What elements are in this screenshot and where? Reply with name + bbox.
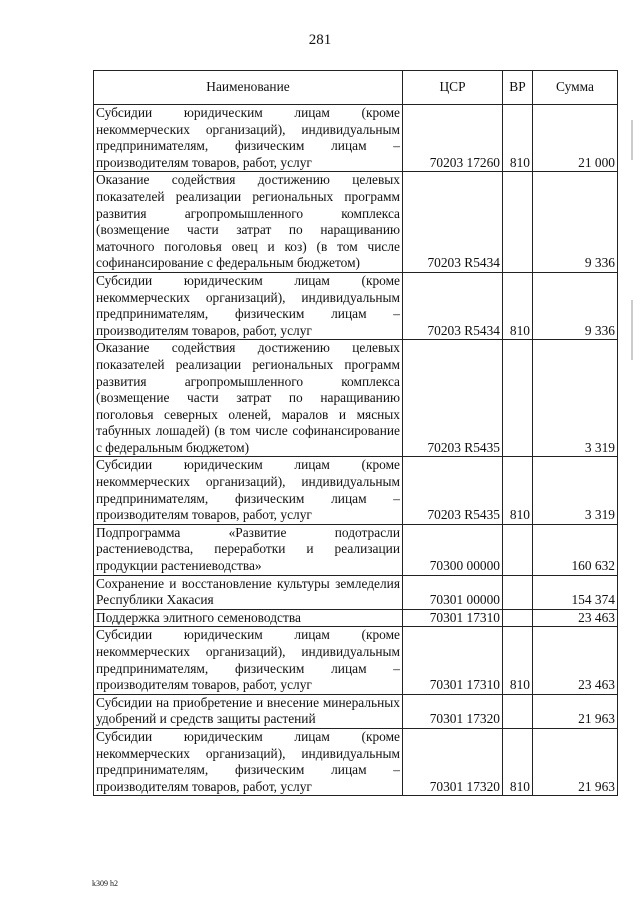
table-row <box>94 172 618 273</box>
row-sum: 9 336 <box>533 272 618 339</box>
row-vr <box>503 694 533 728</box>
table-row <box>94 105 618 172</box>
row-csr: 70203 R5435 <box>403 340 503 457</box>
row-csr: 70301 17310 <box>403 609 503 627</box>
budget-table <box>93 70 618 796</box>
table-row <box>94 575 618 609</box>
row-csr: 70203 R5435 <box>403 457 503 524</box>
row-vr <box>503 575 533 609</box>
row-name: Субсидии на приобретение и внесение минеральных удобрений и средств защиты растений <box>94 694 403 728</box>
row-vr <box>503 609 533 627</box>
row-name: Субсидии юридическим лицам (кроме некоммерческих организаций), индивидуальным предпринимателям, физическим лицам – производителям товаров, работ, услуг <box>94 105 403 172</box>
row-csr: 70203 17260 <box>403 105 503 172</box>
row-sum: 23 463 <box>533 627 618 694</box>
table-row <box>94 524 618 575</box>
row-sum: 23 463 <box>533 609 618 627</box>
table-row <box>94 272 618 339</box>
row-csr: 70301 17310 <box>403 627 503 694</box>
row-vr: 810 <box>503 272 533 339</box>
row-sum: 160 632 <box>533 524 618 575</box>
header-csr: ЦСР <box>403 71 503 105</box>
row-name: Субсидии юридическим лицам (кроме некоммерческих организаций), индивидуальным предпринимателям, физическим лицам – производителям товаров, работ, услуг <box>94 728 403 795</box>
row-name: Субсидии юридическим лицам (кроме некоммерческих организаций), индивидуальным предпринимателям, физическим лицам – производителям товаров, работ, услуг <box>94 457 403 524</box>
row-name: Оказание содействия достижению целевых показателей реализации региональных программ развития агропромышленного комплекса (возмещение части затрат по наращиванию маточного поголовья овец и коз) (в том числе софинансирование с федеральным бюджетом) <box>94 172 403 273</box>
header-name: Наименование <box>94 71 403 105</box>
row-sum: 3 319 <box>533 340 618 457</box>
header-vr: ВР <box>503 71 533 105</box>
row-name: Оказание содействия достижению целевых показателей реализации региональных программ развития агропромышленного комплекса (возмещение части затрат по наращиванию поголовья северных оленей, маралов и мясных табунных лошадей) (в том числе софинансирование с федеральным бюджетом) <box>94 340 403 457</box>
row-vr <box>503 172 533 273</box>
row-sum: 21 963 <box>533 694 618 728</box>
scan-margin-mark <box>631 300 633 360</box>
row-vr: 810 <box>503 627 533 694</box>
row-name: Поддержка элитного семеноводства <box>94 609 403 627</box>
table-row <box>94 627 618 694</box>
document-code: k309 h2 <box>92 879 118 888</box>
table-row <box>94 694 618 728</box>
row-vr: 810 <box>503 728 533 795</box>
row-csr: 70301 17320 <box>403 728 503 795</box>
row-csr: 70203 R5434 <box>403 272 503 339</box>
row-vr: 810 <box>503 105 533 172</box>
scan-margin-mark <box>631 120 633 160</box>
table-header-row <box>94 71 618 105</box>
table-row <box>94 728 618 795</box>
header-sum: Сумма <box>533 71 618 105</box>
row-csr: 70203 R5434 <box>403 172 503 273</box>
row-name: Сохранение и восстановление культуры земледелия Республики Хакасия <box>94 575 403 609</box>
row-csr: 70300 00000 <box>403 524 503 575</box>
row-sum: 154 374 <box>533 575 618 609</box>
row-sum: 3 319 <box>533 457 618 524</box>
table-row <box>94 609 618 627</box>
row-vr: 810 <box>503 457 533 524</box>
row-sum: 21 000 <box>533 105 618 172</box>
page-number: 281 <box>308 32 332 48</box>
row-name: Подпрограмма «Развитие подотрасли растениеводства, переработки и реализации продукции растениеводства» <box>94 524 403 575</box>
row-vr <box>503 524 533 575</box>
row-csr: 70301 17320 <box>403 694 503 728</box>
row-sum: 9 336 <box>533 172 618 273</box>
table-row <box>94 457 618 524</box>
table-row <box>94 340 618 457</box>
row-csr: 70301 00000 <box>403 575 503 609</box>
row-vr <box>503 340 533 457</box>
row-name: Субсидии юридическим лицам (кроме некоммерческих организаций), индивидуальным предпринимателям, физическим лицам – производителям товаров, работ, услуг <box>94 272 403 339</box>
row-name: Субсидии юридическим лицам (кроме некоммерческих организаций), индивидуальным предпринимателям, физическим лицам – производителям товаров, работ, услуг <box>94 627 403 694</box>
row-sum: 21 963 <box>533 728 618 795</box>
